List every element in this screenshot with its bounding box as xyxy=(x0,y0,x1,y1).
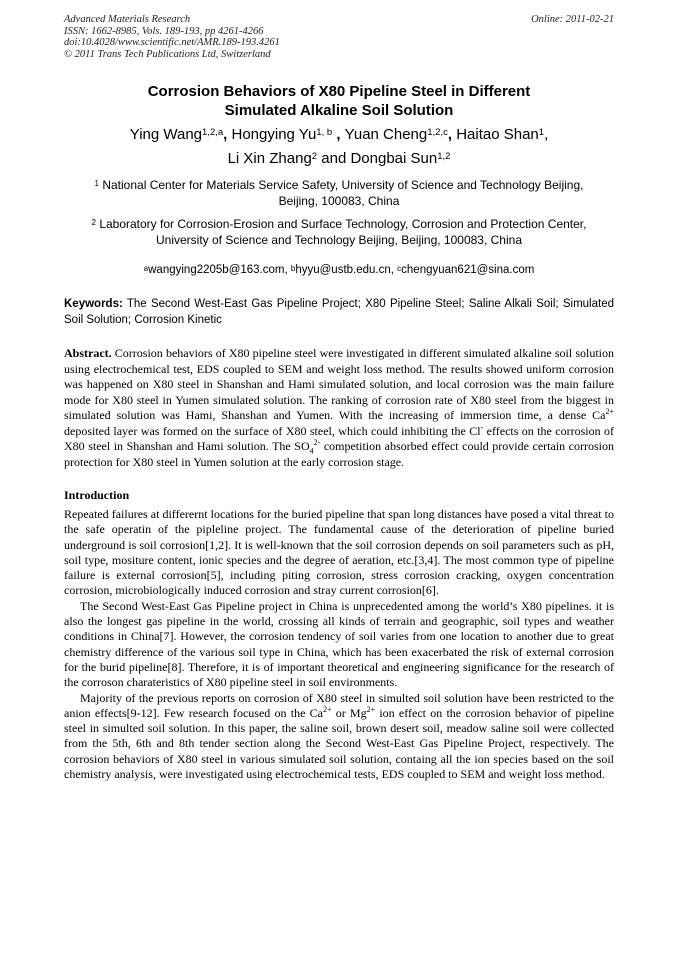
intro-paragraph-1: Repeated failures at differernt locations for the buried pipeline that span long distances have posed a vital threat to the safe operatin of the pipleline project. The fundamental cause of the deterioration of pipeline buried underground is soil corrosion[1,2]. It is well-known that the soil corrosion depends on soil parameters such as pH, soil type, mositure content, ionic species and the degree of aeration, etc.[3,4]. The most common type of pipeline failure is external corrosion[5], including piting corrosion, stress corrosion cracking, oxygen concentration corrosion, microbiologically induced corrosion and stray current corrosion[6]. xyxy=(64,507,614,598)
keywords xyxy=(64,297,614,328)
author-separator: , xyxy=(223,126,232,143)
superscript: - xyxy=(480,422,484,432)
email-link[interactable]: wangying2205b@163.com xyxy=(148,264,285,276)
author-line-1 xyxy=(64,123,614,147)
publication-header xyxy=(64,14,614,60)
paragraph-text: ion effect on the corrosion behavior of pipeline steel in simulted soil solution. In this paper, the saline soil, brown desert soil, meadow saline soil were collected from the 5th, 6th and 8th tender section along the Second West-East Gas Pipeline Project, respectively. The corrosion behaviors of X80 steel in various simulated soil solution, containg all the ion species based on the soil chemistry analysis, were investigated using electrochemical tests, EDS coupled to SEM and weight loss method. xyxy=(64,705,614,782)
email-marker: a xyxy=(143,264,149,273)
email-link[interactable]: chengyuan621@sina.com xyxy=(401,264,535,276)
author-name: Ying Wang xyxy=(129,126,203,143)
email-link[interactable]: hyyu@ustb.edu.cn xyxy=(295,264,391,276)
keywords-text: The Second West-East Gas Pipeline Project; X80 Pipeline Steel; Saline Alkali Soil; Simulated Soil Solution; Corrosion Kinetic xyxy=(64,298,614,326)
email-marker: b xyxy=(290,264,296,273)
abstract-text: effects on the corrosion of X80 steel in Shanshan and Hami solution. The SO xyxy=(64,423,614,453)
affiliation-line: Laboratory for Corrosion-Erosion and Surface Technology, Corrosion and Protection Center, xyxy=(99,217,587,231)
author-name: Haitao Shan xyxy=(456,126,539,143)
affiliation-line: National Center for Materials Service Safety, University of Science and Technology Beijing, xyxy=(102,178,584,192)
abstract-text: competition absorbed effect could provide certain corrosion protection for X80 steel in Yumen solution at the early corrosion stage. xyxy=(64,439,614,469)
author-affil-marker: 1,2 xyxy=(437,151,451,162)
affiliation-number: 2 xyxy=(91,218,96,227)
email-marker: c xyxy=(397,264,402,273)
author-name: Li Xin Zhang xyxy=(227,150,312,167)
author-separator: , xyxy=(447,126,457,143)
intro-paragraph-3 xyxy=(64,691,614,783)
superscript: 2+ xyxy=(366,704,376,714)
title-line-2: Simulated Alkaline Soil Solution xyxy=(224,102,454,119)
issn-line: ISSN: 1662-8985, Vols. 189-193, pp 4261-4266 xyxy=(64,25,264,37)
author-affil-marker: 1, b xyxy=(316,127,333,138)
email-separator: , xyxy=(390,264,398,276)
author-separator: and xyxy=(317,150,351,167)
author-affil-marker: 1,2,c xyxy=(427,127,448,138)
author-list xyxy=(64,123,614,171)
copyright-line: © 2011 Trans Tech Publications Ltd, Switzerland xyxy=(64,48,271,60)
paper-title xyxy=(64,82,614,120)
paragraph-text: or Mg xyxy=(331,705,367,720)
affiliation-line: University of Science and Technology Beijing, Beijing, 100083, China xyxy=(155,233,522,247)
section-heading-introduction: Introduction xyxy=(64,488,130,502)
affiliation-1 xyxy=(64,177,614,209)
affiliation-number: 1 xyxy=(94,179,99,188)
author-name: Dongbai Sun xyxy=(350,150,438,167)
abstract xyxy=(64,346,614,470)
abstract-text: deposited layer was formed on the surface of X80 steel, which could inhibiting the Cl xyxy=(64,423,481,438)
keywords-label: Keywords: xyxy=(64,298,123,310)
paragraph-text: Majority of the previous reports on corrosion of X80 steel in simulted soil solution have been restricted to the anion effects[9-12]. Few research focused on the Ca xyxy=(64,690,614,720)
author-affil-marker: 1,2,a xyxy=(202,127,224,138)
intro-paragraph-2: The Second West-East Gas Pipeline project in China is unprecedented among the world’s X80 pipelines. it is also the longest gas pipeline in the world, crossing all kinds of terrain and geographic, soil types and weather conditions in China[7]. However, the corrosion tendency of soil varies from one location to another due to great chemistry difference of the various soil type in China, which has been exacerbated the risk of external corrosion for the burid pipeline[8]. Therefore, it is of important theoretical and engineering significance for the research of the corroson charateristics of X80 pipeline steel in soil environments. xyxy=(64,598,614,690)
journal-name: Advanced Materials Research xyxy=(64,14,191,25)
abstract-label: Abstract. xyxy=(64,346,112,360)
affiliation-2 xyxy=(64,216,614,248)
email-separator: , xyxy=(284,264,291,276)
author-affil-marker: 2 xyxy=(311,151,318,162)
email-list xyxy=(64,262,614,278)
subscript: 4 xyxy=(309,446,314,456)
title-line-1: Corrosion Behaviors of X80 Pipeline Steel in Different xyxy=(147,83,531,100)
abstract-text: Corrosion behaviors of X80 pipeline steel were investigated in different simulated alkaline soil solution using electrochemical test, EDS coupled to SEM and weight loss method. The results showed uniform corrosion was happened on X80 steel in Shanshan and Hami simulated solution, and local corrosion was the main failure mode for X80 steel in Yumen simulated solution. The ranking of corrosion rate of X80 steel from the biggest in simulated solution was Hami, Shanshan and Yumen. With the increasing of immersion time, a dense Ca xyxy=(64,346,614,422)
superscript: 2+ xyxy=(322,704,332,714)
superscript: 2+ xyxy=(605,407,614,416)
author-line-2 xyxy=(64,147,614,171)
author-separator: , xyxy=(544,126,549,143)
author-name: Yuan Cheng xyxy=(344,126,428,143)
doi-line: doi:10.4028/www.scientific.net/AMR.189-193.4261 xyxy=(64,37,280,48)
author-separator: , xyxy=(332,126,345,143)
superscript: 2- xyxy=(313,438,321,447)
author-name: Hongying Yu xyxy=(231,126,317,143)
author-affil-marker: 1 xyxy=(538,127,545,138)
online-date: Online: 2011-02-21 xyxy=(531,14,614,25)
affiliation-line: Beijing, 100083, China xyxy=(278,194,400,208)
